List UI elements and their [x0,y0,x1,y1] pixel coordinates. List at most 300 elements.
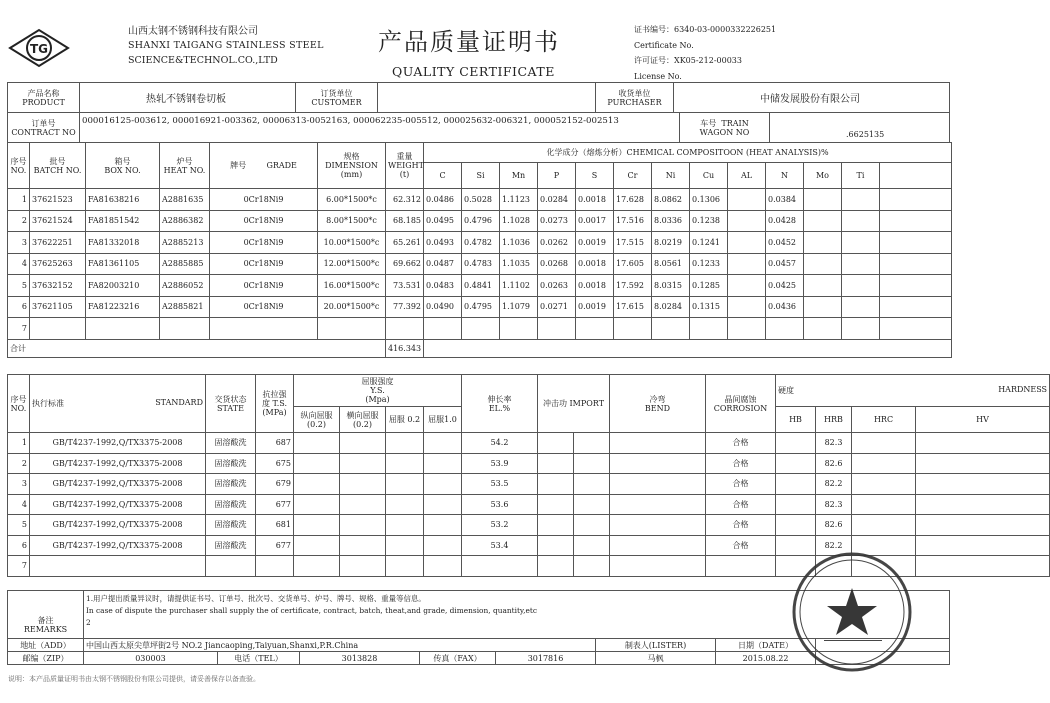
mech-cell-empty [424,494,462,515]
mech-cell-ts: 679 [256,474,294,495]
mech-cell-empty [538,515,574,536]
chem-cell-heat: A2886382 [160,210,210,232]
certificate-numbers [634,22,954,84]
mech-cell-empty [340,453,386,474]
mech-cell-empty [386,494,424,515]
chem-cell-cu: 0.1315 [690,296,728,318]
chem-cell-empty [880,210,952,232]
mech-cell-empty [852,515,916,536]
chem-cell-dim: 8.00*1500*c [318,210,386,232]
mech-cell-empty [916,535,1050,556]
chem-cell-grade: 0Cr18Ni9 [210,296,318,318]
chem-cell-box: FA82003210 [86,275,160,297]
mech-cell-empty [916,556,1050,577]
chem-cell-c [424,318,462,340]
element-header-empty [880,163,952,189]
chem-cell-heat: A2885885 [160,253,210,275]
chem-cell-ni: 8.0862 [652,189,690,211]
chem-cell-ti [842,189,880,211]
mech-cell-empty [538,535,574,556]
chem-cell-n: 0.0436 [766,296,804,318]
wagon-label: 车号 TRAIN WAGON NO [680,113,770,143]
chem-cell-weight: 77.392 [386,296,424,318]
element-header-mo: Mo [804,163,842,189]
mech-cell-empty [574,535,610,556]
company-name-en-2: SCIENCE&TECHNOL.CO.,LTD [128,55,278,66]
chem-cell-box: FA81638216 [86,189,160,211]
mech-cell-empty [294,515,340,536]
element-header-c: C [424,163,462,189]
mech-cell-empty [852,453,916,474]
chem-cell-mn: 1.1028 [500,210,538,232]
mech-impact-header: 冲击功 IMPORT [538,375,610,433]
chem-total-value: 416.343 [386,339,424,357]
chem-cell-batch: 37621523 [30,189,86,211]
chem-cell-empty [880,275,952,297]
chem-cell-batch: 37621524 [30,210,86,232]
chem-cell-mn: 1.1035 [500,253,538,275]
footer-note: 说明：本产品质量证明书由太钢不锈钢股份有限公司提供，请妥善保存以备查验。 [8,675,260,683]
mech-cell-empty [610,556,706,577]
mech-ys-header: 屈服强度 Y.S. (Mpa) [294,375,462,407]
mech-cell-empty [776,474,816,495]
chem-cell-s: 0.0017 [576,210,614,232]
mech-cell-empty [294,453,340,474]
mech-cell-empty [424,453,462,474]
license-no: 许可证号：XK05-212-00033 [634,56,742,65]
chem-cell-grade: 0Cr18Ni9 [210,232,318,254]
mech-cell-std: GB/T4237-1992,Q/TX3375-2008 [30,433,206,454]
chem-cell-empty [880,296,952,318]
mech-cell-std [30,556,206,577]
zip-value: 030003 [84,652,218,665]
mech-cell-corr [706,556,776,577]
cert-no-en: Certificate No. [634,40,694,50]
chem-cell-grade: 0Cr18Ni9 [210,275,318,297]
element-header-mn: Mn [500,163,538,189]
mech-cell-hrb: 82.3 [816,494,852,515]
chem-cell-weight: 69.662 [386,253,424,275]
mech-state-header: 交货状态 STATE [206,375,256,433]
mech-cell-empty [424,474,462,495]
mech-cell-empty [386,433,424,454]
chem-cell-s: 0.0018 [576,275,614,297]
chem-cell-si: 0.5028 [462,189,500,211]
mech-cell-empty [340,494,386,515]
certificate-header [0,0,956,82]
chem-row [8,275,952,297]
chem-cell-grade [210,318,318,340]
hrc-header: HRC [852,407,916,433]
chem-cell-s [576,318,614,340]
chem-cell-n [766,318,804,340]
mech-cell-corr: 合格 [706,433,776,454]
chem-cell-mn [500,318,538,340]
chem-row [8,210,952,232]
mech-cell-empty [776,453,816,474]
mech-cell-state [206,556,256,577]
mech-cell-state: 固溶酸洗 [206,515,256,536]
mech-cell-empty [538,474,574,495]
purchaser-value: 中储发展股份有限公司 [674,83,950,113]
mech-cell-empty [610,494,706,515]
hrb-header: HRB [816,407,852,433]
ys-02-header: 屈服 0.2 [386,407,424,433]
license-no-en: License No. [634,71,682,81]
date-value: 2015.08.22 [716,652,816,665]
element-header-ni: Ni [652,163,690,189]
mech-cell-empty [294,474,340,495]
mech-cell-state: 固溶酸洗 [206,535,256,556]
chem-cell-p: 0.0263 [538,275,576,297]
mech-cell-el: 54.2 [462,433,538,454]
chem-cell-mo [804,318,842,340]
mech-cell-empty [386,474,424,495]
chem-cell-box: FA81851542 [86,210,160,232]
chem-cell-p [538,318,576,340]
chem-cell-ni: 8.0284 [652,296,690,318]
chem-cell-empty [880,318,952,340]
customer-label: 订货单位 CUSTOMER [296,83,378,113]
chem-cell-no: 1 [8,189,30,211]
mech-cell-ts: 677 [256,494,294,515]
chem-cell-grade: 0Cr18Ni9 [210,253,318,275]
mech-cell-ts: 687 [256,433,294,454]
mech-ts-header: 抗拉强 度 T.S. (MPa) [256,375,294,433]
chem-cell-cu: 0.1285 [690,275,728,297]
mech-cell-empty [776,494,816,515]
chem-cell-al [728,232,766,254]
fax-value: 3017816 [496,652,596,665]
chem-cell-al [728,296,766,318]
chem-cell-ni: 8.0561 [652,253,690,275]
mech-cell-ts: 675 [256,453,294,474]
chem-cell-batch: 37621105 [30,296,86,318]
mech-cell-empty [610,474,706,495]
chem-cell-s: 0.0019 [576,232,614,254]
chem-cell-dim: 16.00*1500*c [318,275,386,297]
chem-cell-n: 0.0428 [766,210,804,232]
chem-cell-weight: 68.185 [386,210,424,232]
mech-cell-corr: 合格 [706,535,776,556]
product-label: 产品名称 PRODUCT [8,83,80,113]
chem-cell-ti [842,232,880,254]
chem-cell-cu: 0.1233 [690,253,728,275]
address-label: 地址（ADD） [8,639,84,652]
chem-cell-cr: 17.515 [614,232,652,254]
element-header-al: AL [728,163,766,189]
svg-text:TG: TG [29,42,49,56]
mech-cell-el: 53.4 [462,535,538,556]
mech-cell-std: GB/T4237-1992,Q/TX3375-2008 [30,494,206,515]
chem-cell-box: FA81332018 [86,232,160,254]
mech-cell-empty [386,453,424,474]
customer-value [378,83,596,113]
chem-cell-ti [842,296,880,318]
mech-cell-no: 2 [8,453,30,474]
chem-cell-dim: 10.00*1500*c [318,232,386,254]
chem-cell-s: 0.0018 [576,253,614,275]
mech-cell-std: GB/T4237-1992,Q/TX3375-2008 [30,474,206,495]
chem-total-row [8,339,952,357]
remarks-line-3: 2 [86,618,91,627]
chem-cell-p: 0.0284 [538,189,576,211]
chem-cell-mn: 1.1123 [500,189,538,211]
chem-cell-heat [160,318,210,340]
chem-cell-cr: 17.628 [614,189,652,211]
chem-cell-cu: 0.1306 [690,189,728,211]
mech-cell-empty [340,535,386,556]
mech-cell-state: 固溶酸洗 [206,494,256,515]
chem-cell-p: 0.0262 [538,232,576,254]
mech-cell-empty [424,515,462,536]
chem-box-header: 箱号 BOX NO. [86,143,160,189]
chem-cell-cr [614,318,652,340]
chem-cell-cu: 0.1238 [690,210,728,232]
mech-corrosion-header: 晶间腐蚀 CORROSION [706,375,776,433]
mech-cell-hrb: 82.6 [816,453,852,474]
mech-row [8,494,1050,515]
chem-cell-c: 0.0483 [424,275,462,297]
mech-cell-empty [538,433,574,454]
chem-weight-header: 重量 WEIGHT (t) [386,143,424,189]
chem-cell-box [86,318,160,340]
cert-no: 证书编号：6340-03-0000332226251 [634,25,777,34]
chem-cell-ti [842,318,880,340]
mech-cell-std: GB/T4237-1992,Q/TX3375-2008 [30,515,206,536]
mech-cell-hrb: 82.2 [816,535,852,556]
chem-cell-no: 7 [8,318,30,340]
chem-title: 化学成分（熔炼分析）CHEMICAL COMPOSITOON (HEAT ANALYSIS)% [424,143,952,163]
wagon-value: .6625135 [770,113,950,143]
hb-header: HB [776,407,816,433]
mech-cell-empty [916,494,1050,515]
mech-row [8,433,1050,454]
chem-cell-weight [386,318,424,340]
mech-cell-empty [424,556,462,577]
chem-cell-batch: 37622251 [30,232,86,254]
element-header-ti: Ti [842,163,880,189]
tg-logo-icon [8,28,70,68]
chemical-table [7,142,952,358]
date-label: 日期（DATE） [716,639,816,652]
chem-cell-ni: 8.0315 [652,275,690,297]
element-header-cr: Cr [614,163,652,189]
mech-cell-empty [386,556,424,577]
mech-cell-empty [610,535,706,556]
mech-cell-empty [574,494,610,515]
chem-cell-n: 0.0425 [766,275,804,297]
chem-cell-c: 0.0486 [424,189,462,211]
chem-cell-ni: 8.0219 [652,232,690,254]
mech-row [8,515,1050,536]
mech-cell-empty [340,556,386,577]
chem-cell-ti [842,275,880,297]
mech-cell-empty [574,515,610,536]
chem-cell-mo [804,232,842,254]
element-header-si: Si [462,163,500,189]
chem-cell-c: 0.0495 [424,210,462,232]
product-info-table [7,82,950,113]
mech-cell-empty [574,474,610,495]
chem-cell-cr: 17.605 [614,253,652,275]
ys-transverse-header: 横向屈服 (0.2) [340,407,386,433]
mech-cell-empty [916,453,1050,474]
chem-cell-batch: 37625263 [30,253,86,275]
mechanical-table [7,374,1050,577]
chem-cell-mo [804,253,842,275]
mech-cell-std: GB/T4237-1992,Q/TX3375-2008 [30,535,206,556]
mech-cell-empty [340,433,386,454]
zip-label: 邮编（ZIP） [8,652,84,665]
mech-cell-empty [916,515,1050,536]
chem-cell-ni: 8.0336 [652,210,690,232]
mech-cell-empty [852,433,916,454]
chem-cell-heat: A2885213 [160,232,210,254]
chem-cell-dim: 20.00*1500*c [318,296,386,318]
mech-bend-header: 冷弯 BEND [610,375,706,433]
mech-cell-state: 固溶酸洗 [206,453,256,474]
chem-cell-dim: 12.00*1500*c [318,253,386,275]
chem-cell-n: 0.0457 [766,253,804,275]
mech-cell-empty [776,515,816,536]
chem-cell-c: 0.0487 [424,253,462,275]
chem-cell-al [728,189,766,211]
hv-header: HV [916,407,1050,433]
mech-cell-empty [386,535,424,556]
lister-value: 马枫 [596,652,716,665]
element-header-p: P [538,163,576,189]
chem-total-empty [424,339,952,357]
address-value: 中国山西太原尖草坪街2号 NO.2 Jiancaoping,Taiyuan,Shanxi,P.R.China [84,639,596,652]
mech-cell-empty [424,535,462,556]
chem-cell-s: 0.0018 [576,189,614,211]
mech-cell-empty [294,556,340,577]
chem-cell-s: 0.0019 [576,296,614,318]
mech-cell-corr: 合格 [706,515,776,536]
certificate-title-cn: 产品质量证明书 [378,28,560,56]
mech-cell-ts [256,556,294,577]
mech-seq-header: 序号 NO. [8,375,30,433]
chem-cell-mn: 1.1036 [500,232,538,254]
chem-cell-weight: 65.261 [386,232,424,254]
chem-cell-cr: 17.615 [614,296,652,318]
certificate-title-en: QUALITY CERTIFICATE [392,64,555,79]
mech-cell-state: 固溶酸洗 [206,474,256,495]
element-header-cu: Cu [690,163,728,189]
chem-cell-si [462,318,500,340]
chem-row [8,296,952,318]
chem-seq-header: 序号 NO. [8,143,30,189]
mech-cell-empty [610,433,706,454]
mech-cell-el: 53.9 [462,453,538,474]
mech-cell-el: 53.5 [462,474,538,495]
mech-cell-empty [610,515,706,536]
chem-cell-mo [804,189,842,211]
mech-cell-std: GB/T4237-1992,Q/TX3375-2008 [30,453,206,474]
chem-cell-p: 0.0268 [538,253,576,275]
mech-cell-empty [294,433,340,454]
mech-cell-empty [916,474,1050,495]
purchaser-label: 收货单位 PURCHASER [596,83,674,113]
mech-cell-ts: 681 [256,515,294,536]
chem-cell-mn: 1.1079 [500,296,538,318]
chem-dim-header: 规格 DIMENSION (mm) [318,143,386,189]
chem-cell-si: 0.4782 [462,232,500,254]
chem-cell-si: 0.4796 [462,210,500,232]
chem-cell-cr: 17.592 [614,275,652,297]
mech-cell-empty [574,433,610,454]
chem-cell-cu [690,318,728,340]
chem-cell-batch: 37632152 [30,275,86,297]
chem-cell-mo [804,210,842,232]
chem-cell-empty [880,232,952,254]
chem-cell-dim: 6.00*1500*c [318,189,386,211]
company-seal-stamp [790,550,915,675]
chem-cell-c: 0.0493 [424,232,462,254]
mech-cell-empty [538,494,574,515]
mech-cell-ts: 677 [256,535,294,556]
chem-grade-header: 牌号 GRADE [210,143,318,189]
chem-cell-no: 2 [8,210,30,232]
product-value: 热轧不锈钢卷切板 [80,83,296,113]
element-header-n: N [766,163,804,189]
mech-cell-empty [294,494,340,515]
chem-cell-grade: 0Cr18Ni9 [210,210,318,232]
mech-cell-empty [852,474,916,495]
element-header-s: S [576,163,614,189]
chem-cell-batch [30,318,86,340]
chem-cell-n: 0.0452 [766,232,804,254]
chem-cell-c: 0.0490 [424,296,462,318]
chem-row [8,189,952,211]
mech-cell-empty [610,453,706,474]
chem-row [8,318,952,340]
mech-cell-el [462,556,538,577]
chem-total-label: 合计 [8,339,386,357]
mech-cell-corr: 合格 [706,474,776,495]
chem-heat-header: 炉号 HEAT NO. [160,143,210,189]
mech-cell-empty [340,515,386,536]
mech-cell-no: 6 [8,535,30,556]
chem-cell-weight: 62.312 [386,189,424,211]
mech-cell-empty [294,535,340,556]
mech-cell-empty [538,453,574,474]
mech-cell-corr: 合格 [706,494,776,515]
chem-cell-p: 0.0273 [538,210,576,232]
mech-cell-empty [424,433,462,454]
tel-label: 电话（TEL） [218,652,300,665]
chem-row [8,253,952,275]
mech-cell-empty [852,494,916,515]
chem-batch-header: 批号 BATCH NO. [30,143,86,189]
chem-cell-cu: 0.1241 [690,232,728,254]
mech-hardness-header: 硬度 HARDNESS [776,375,1050,407]
chem-cell-ni [652,318,690,340]
chem-cell-no: 5 [8,275,30,297]
chem-cell-si: 0.4795 [462,296,500,318]
chem-cell-dim [318,318,386,340]
chem-cell-heat: A2881635 [160,189,210,211]
chem-cell-al [728,210,766,232]
company-name-en: SHANXI TAIGANG STAINLESS STEEL [128,40,324,51]
mech-cell-state: 固溶酸洗 [206,433,256,454]
chem-cell-al [728,253,766,275]
chem-cell-al [728,275,766,297]
ys-longitudinal-header: 纵向屈服 (0.2) [294,407,340,433]
chem-cell-cr: 17.516 [614,210,652,232]
chem-cell-heat: A2886052 [160,275,210,297]
